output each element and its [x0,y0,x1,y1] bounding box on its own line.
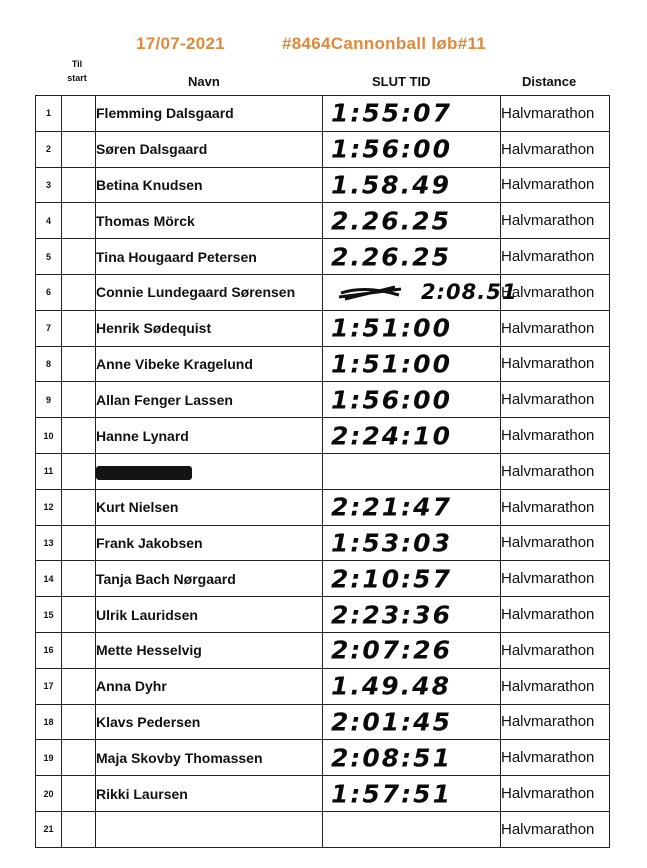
til-start-cell [62,489,96,525]
til-start-cell [62,561,96,597]
finish-time: 2:08.51 [421,280,518,305]
til-start-cell [62,167,96,203]
finish-time: 2:21:47 [331,492,452,522]
finish-time-cell [323,668,501,704]
runner-name: Tina Hougaard Petersen [96,239,323,275]
runner-name: Kurt Nielsen [96,489,323,525]
row-number: 19 [36,740,62,776]
distance-cell: Halvmarathon [501,167,610,203]
finish-time: 2:08:51 [331,743,452,773]
row-number: 18 [36,704,62,740]
finish-time: 2:07:26 [331,635,452,665]
distance-cell: Halvmarathon [501,704,610,740]
row-number: 11 [36,453,62,489]
table-row [36,525,610,561]
finish-time-cell [323,167,501,203]
event-date: 17/07-2021 [136,34,226,53]
finish-time-cell [323,382,501,418]
runner-name: Klavs Pedersen [96,704,323,740]
table-row [36,632,610,668]
runner-name: Flemming Dalsgaard [96,96,323,132]
table-row [36,239,610,275]
distance-cell: Halvmarathon [501,203,610,239]
finish-time: 1.58.49 [331,170,451,200]
row-number: 1 [36,96,62,132]
distance-cell: Halvmarathon [501,776,610,812]
distance-cell: Halvmarathon [501,310,610,346]
til-start-header [62,57,92,85]
row-number: 13 [36,525,62,561]
table-row [36,811,610,847]
finish-time-cell [323,597,501,633]
finish-time: 2:24:10 [331,421,452,451]
finish-time: 2.26.25 [331,206,451,236]
til-start-cell [62,811,96,847]
table-row [36,561,610,597]
finish-time-cell [323,96,501,132]
row-number: 4 [36,203,62,239]
runner-name: Tanja Bach Nørgaard [96,561,323,597]
til-start-cell [62,203,96,239]
distance-cell: Halvmarathon [501,274,610,310]
runner-name: Søren Dalsgaard [96,131,323,167]
event-title: #8464Cannonball løb#11 [282,34,487,53]
row-number: 7 [36,310,62,346]
finish-time: 1:53:03 [331,528,452,558]
redacted-name [96,466,192,480]
til-start-cell [62,274,96,310]
distance-cell: Halvmarathon [501,131,610,167]
runner-name: Anna Dyhr [96,668,323,704]
finish-time: 2:10:57 [331,564,452,594]
results-body [36,96,610,848]
finish-time-cell [323,131,501,167]
runner-name: Maja Skovby Thomassen [96,740,323,776]
distance-cell: Halvmarathon [501,668,610,704]
finish-time: 2:23:36 [331,600,452,630]
table-row [36,489,610,525]
runner-name [96,811,323,847]
til-start-cell [62,382,96,418]
finish-time: 1:55:07 [331,98,452,128]
runner-name: Thomas Mörck [96,203,323,239]
distance-cell: Halvmarathon [501,561,610,597]
table-row [36,453,610,489]
crossed-out-time [335,283,405,303]
navn-header: Navn [188,74,220,89]
row-number: 14 [36,561,62,597]
table-row [36,203,610,239]
distance-cell: Halvmarathon [501,346,610,382]
distance-cell: Halvmarathon [501,418,610,454]
row-number: 2 [36,131,62,167]
table-row [36,597,610,633]
finish-time-cell [323,239,501,275]
distance-cell: Halvmarathon [501,489,610,525]
row-number: 3 [36,167,62,203]
finish-time-cell [323,418,501,454]
til-start-cell [62,96,96,132]
til-start-cell [62,346,96,382]
runner-name: Betina Knudsen [96,167,323,203]
finish-time: 1:51:00 [331,349,452,379]
til-label: Til [71,59,83,69]
finish-time-cell [323,346,501,382]
til-start-cell [62,418,96,454]
finish-time: 2.26.25 [331,242,451,272]
distance-cell: Halvmarathon [501,525,610,561]
runner-name: Allan Fenger Lassen [96,382,323,418]
distance-cell: Halvmarathon [501,811,610,847]
row-number: 8 [36,346,62,382]
finish-time-cell [323,704,501,740]
runner-name: Frank Jakobsen [96,525,323,561]
finish-time: 1:57:51 [331,779,452,809]
row-number: 16 [36,632,62,668]
finish-time: 1:51:00 [331,313,452,343]
finish-time-cell [323,561,501,597]
finish-time-cell [323,632,501,668]
til-start-cell [62,525,96,561]
til-start-cell [62,704,96,740]
finish-time-cell [323,489,501,525]
table-row [36,346,610,382]
finish-time-cell [323,811,501,847]
table-row [36,382,610,418]
table-row [36,740,610,776]
start-label: start [67,73,87,83]
slut-tid-header: SLUT TID [372,74,431,89]
table-row [36,776,610,812]
row-number: 15 [36,597,62,633]
row-number: 12 [36,489,62,525]
runner-name: Henrik Sødequist [96,310,323,346]
distance-cell: Halvmarathon [501,96,610,132]
til-start-cell [62,239,96,275]
row-number: 21 [36,811,62,847]
table-row [36,131,610,167]
row-number: 20 [36,776,62,812]
table-row [36,418,610,454]
row-number: 5 [36,239,62,275]
til-start-cell [62,310,96,346]
finish-time-cell [323,453,501,489]
til-start-cell [62,776,96,812]
finish-time: 1:56:00 [331,134,452,164]
runner-name [96,453,323,489]
finish-time-cell [323,310,501,346]
table-row [36,704,610,740]
distance-cell: Halvmarathon [501,632,610,668]
distance-cell: Halvmarathon [501,453,610,489]
results-table [35,95,610,848]
runner-name: Rikki Laursen [96,776,323,812]
til-start-cell [62,740,96,776]
finish-time: 2:01:45 [331,707,452,737]
distance-cell: Halvmarathon [501,597,610,633]
runner-name: Connie Lundegaard Sørensen [96,274,323,310]
distance-cell: Halvmarathon [501,740,610,776]
finish-time-cell [323,525,501,561]
til-start-cell [62,668,96,704]
row-number: 10 [36,418,62,454]
table-row [36,96,610,132]
finish-time: 1:56:00 [331,385,452,415]
til-start-cell [62,131,96,167]
row-number: 17 [36,668,62,704]
distance-cell: Halvmarathon [501,382,610,418]
table-row [36,274,610,310]
row-number: 6 [36,274,62,310]
table-row [36,310,610,346]
finish-time-cell [323,274,518,310]
finish-time: 1.49.48 [331,671,451,701]
til-start-cell [62,632,96,668]
distance-header: Distance [522,74,577,89]
runner-name: Mette Hesselvig [96,632,323,668]
finish-time-cell [323,776,501,812]
table-row [36,167,610,203]
runner-name: Anne Vibeke Kragelund [96,346,323,382]
finish-time-cell [323,740,501,776]
til-start-cell [62,597,96,633]
runner-name: Ulrik Lauridsen [96,597,323,633]
distance-cell: Halvmarathon [501,239,610,275]
til-start-cell [62,453,96,489]
finish-time-cell [323,203,501,239]
runner-name: Hanne Lynard [96,418,323,454]
table-row [36,668,610,704]
row-number: 9 [36,382,62,418]
